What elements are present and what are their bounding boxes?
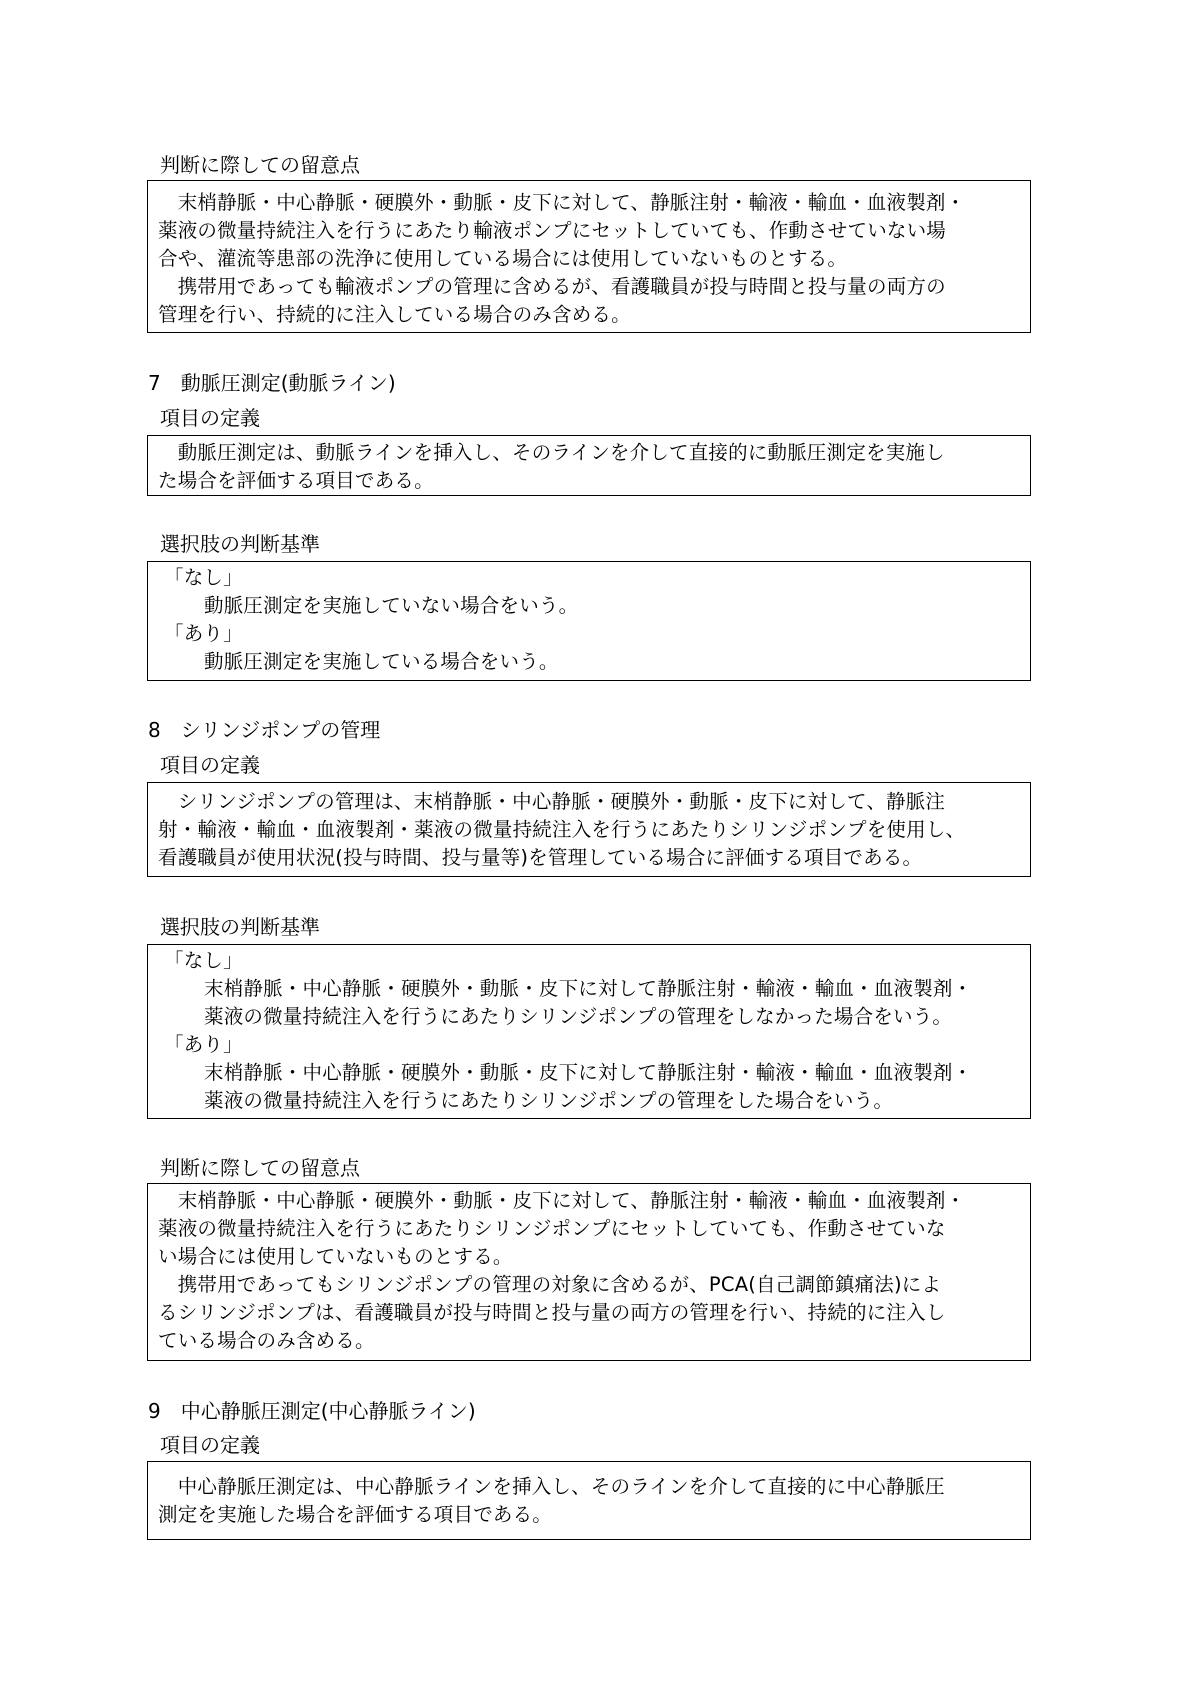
notes-line: 末梢静脈・中心静脈・硬膜外・動脈・皮下に対して、静脈注射・輸液・輸血・血液製剤・ bbox=[158, 191, 966, 214]
criteria-heading: 選択肢の判断基準 bbox=[160, 532, 320, 556]
notes-heading: 判断に際しての留意点 bbox=[160, 1156, 360, 1180]
notes-line: 薬液の微量持続注入を行うにあたり輸液ポンプにセットしていても、作動させていない場 bbox=[158, 219, 947, 242]
definition-line: 動脈圧測定は、動脈ラインを挿入し、そのラインを介して直接的に動脈圧測定を実施し bbox=[158, 441, 945, 464]
option-yes: 「あり」 bbox=[164, 622, 243, 645]
definition-heading: 項目の定義 bbox=[160, 1433, 260, 1457]
criteria-line: 薬液の微量持続注入を行うにあたりシリンジポンプの管理をした場合をいう。 bbox=[204, 1089, 894, 1112]
notes-box bbox=[147, 1183, 1031, 1361]
option-none: 「なし」 bbox=[164, 566, 243, 589]
criteria-box bbox=[147, 561, 1031, 681]
definition-line: 中心静脈圧測定は、中心静脈ラインを挿入し、そのラインを介して直接的に中心静脈圧 bbox=[158, 1475, 945, 1498]
definition-line: 測定を実施した場合を評価する項目である。 bbox=[158, 1503, 553, 1526]
criteria-box bbox=[147, 944, 1031, 1119]
definition-line: た場合を評価する項目である。 bbox=[158, 469, 434, 492]
definition-box bbox=[147, 1461, 1031, 1540]
notes-line: るシリンジポンプは、看護職員が投与時間と投与量の両方の管理を行い、持続的に注入し bbox=[158, 1301, 946, 1324]
criteria-line: 末梢静脈・中心静脈・硬膜外・動脈・皮下に対して静脈注射・輸液・輸血・血液製剤・ bbox=[204, 977, 973, 1000]
notes-line: 携帯用であってもシリンジポンプの管理の対象に含めるが、PCA(自己調節鎮痛法)によ bbox=[158, 1273, 942, 1296]
definition-heading: 項目の定義 bbox=[160, 753, 260, 777]
definition-box bbox=[147, 435, 1031, 496]
criteria-line: 末梢静脈・中心静脈・硬膜外・動脈・皮下に対して静脈注射・輸液・輸血・血液製剤・ bbox=[204, 1061, 973, 1084]
criteria-line: 薬液の微量持続注入を行うにあたりシリンジポンプの管理をしなかった場合をいう。 bbox=[204, 1005, 953, 1028]
criteria-line: 動脈圧測定を実施している場合をいう。 bbox=[204, 650, 559, 673]
section-title: 7 動脈圧測定(動脈ライン) bbox=[148, 371, 396, 395]
notes-line: い場合には使用していないものとする。 bbox=[158, 1245, 513, 1268]
notes-line: 合や、灌流等患部の洗浄に使用している場合には使用していないものとする。 bbox=[158, 247, 848, 270]
definition-line: 射・輸液・輸血・血液製剤・薬液の微量持続注入を行うにあたりシリンジポンプを使用し、 bbox=[158, 818, 966, 841]
notes-line: 管理を行い、持続的に注入している場合のみ含める。 bbox=[158, 303, 631, 326]
criteria-line: 動脈圧測定を実施していない場合をいう。 bbox=[204, 594, 579, 617]
definition-heading: 項目の定義 bbox=[160, 406, 260, 430]
notes-heading: 判断に際しての留意点 bbox=[160, 153, 360, 177]
notes-box bbox=[147, 180, 1031, 333]
option-yes: 「あり」 bbox=[164, 1033, 243, 1056]
definition-line: 看護職員が使用状況(投与時間、投与量等)を管理している場合に評価する項目である。 bbox=[158, 846, 923, 869]
criteria-heading: 選択肢の判断基準 bbox=[160, 915, 320, 939]
section-title: 8 シリンジポンプの管理 bbox=[148, 718, 381, 742]
notes-line: 薬液の微量持続注入を行うにあたりシリンジポンプにセットしていても、作動させていな bbox=[158, 1217, 946, 1240]
notes-line: ている場合のみ含める。 bbox=[158, 1329, 375, 1352]
option-none: 「なし」 bbox=[164, 949, 243, 972]
definition-box bbox=[147, 782, 1031, 877]
notes-line: 末梢静脈・中心静脈・硬膜外・動脈・皮下に対して、静脈注射・輸液・輸血・血液製剤・ bbox=[158, 1189, 966, 1212]
notes-line: 携帯用であっても輸液ポンプの管理に含めるが、看護職員が投与時間と投与量の両方の bbox=[158, 275, 946, 298]
section-title: 9 中心静脈圧測定(中心静脈ライン) bbox=[148, 1399, 476, 1423]
definition-line: シリンジポンプの管理は、末梢静脈・中心静脈・硬膜外・動脈・皮下に対して、静脈注 bbox=[158, 790, 946, 813]
